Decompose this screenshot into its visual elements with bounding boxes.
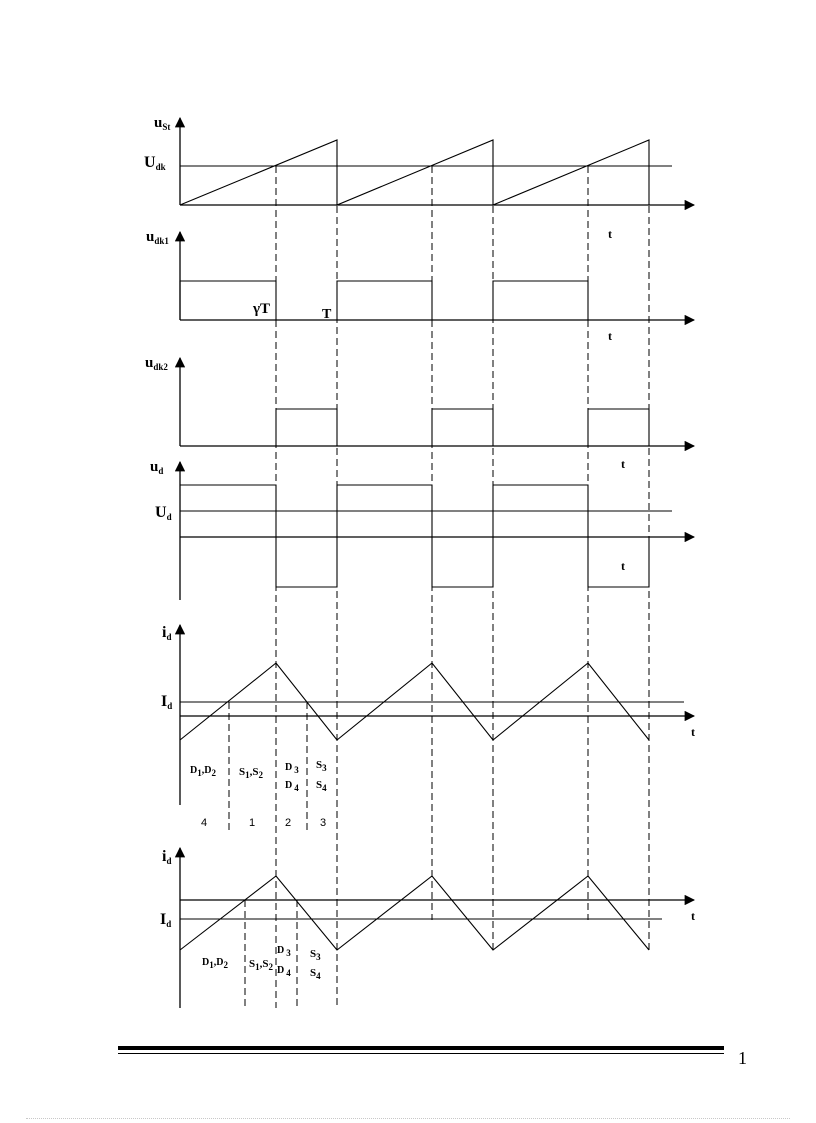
- interval-label-d1d2: D1,D2: [202, 957, 228, 970]
- interval-label-s1s2: $S_1,S_2$: [239, 766, 263, 780]
- interval-number-3: 3: [320, 817, 327, 829]
- id1-axis-label: id: [162, 624, 172, 642]
- interval-label-s4: $S_4$: [310, 967, 321, 981]
- interval-label-d4: D 4: [285, 780, 299, 793]
- udk1-pulse-2: [337, 281, 432, 320]
- interval-label-d3: D 3: [285, 762, 299, 775]
- interval-label-d1d2: D1,D2: [190, 765, 216, 778]
- panel-udk2: [145, 355, 694, 446]
- ud-axis-label: $u_d$: [150, 459, 164, 476]
- page-bottom-dotted-line: [26, 1118, 790, 1119]
- panel-udk1: [146, 229, 694, 343]
- time-label: t: [691, 725, 695, 739]
- udk-level-label: Udk: [144, 154, 166, 172]
- interval-number-2: 2: [285, 817, 292, 829]
- interval-number-4: 4: [201, 817, 208, 829]
- id2-average-label: Id: [160, 911, 172, 929]
- time-label: t: [608, 329, 612, 343]
- time-label: t: [608, 227, 612, 241]
- gamma-t-label: γT: [253, 301, 271, 317]
- time-label-upper: t: [621, 457, 625, 471]
- panel-ud: [150, 457, 694, 600]
- period-label: T: [322, 307, 332, 322]
- id2-axis-label: id: [162, 848, 172, 866]
- udk2-axis-label: $u_{dk2}$: [145, 355, 168, 372]
- footer-rule-thick: [118, 1046, 724, 1050]
- udk2-pulse-3: [588, 409, 649, 446]
- panel-ust: [144, 115, 694, 241]
- footer-rule-thin: [118, 1053, 724, 1054]
- ust-axis-label: $u_{St}$: [154, 115, 171, 132]
- interval-label-d3: D 3: [277, 945, 291, 958]
- interval-label-s1s2: $S_1,S_2$: [249, 958, 273, 972]
- time-label: t: [691, 909, 695, 923]
- udk1-axis-label: $u_{dk1}$: [146, 229, 169, 246]
- page-number: 1: [738, 1048, 747, 1068]
- interval-label-s3: $S_3$: [316, 759, 327, 773]
- id2-triangle-wave: [180, 876, 649, 950]
- panel-id-2: [160, 848, 695, 1008]
- interval-label-d4: D 4: [277, 965, 291, 978]
- sawtooth-wave: [180, 140, 649, 205]
- id1-average-label: Id: [161, 693, 173, 711]
- interval-number-1: 1: [249, 817, 256, 829]
- ud-average-label: Ud: [155, 504, 172, 522]
- udk2-pulse-1: [276, 409, 337, 446]
- udk2-pulse-2: [432, 409, 493, 446]
- interval-label-s3: $S_3$: [310, 948, 321, 962]
- interval-label-s4: $S_4$: [316, 779, 327, 793]
- panel-id-1: [161, 624, 695, 829]
- udk1-pulse-3: [493, 281, 588, 320]
- ud-waveform: [180, 485, 649, 587]
- time-label-lower: t: [621, 559, 625, 573]
